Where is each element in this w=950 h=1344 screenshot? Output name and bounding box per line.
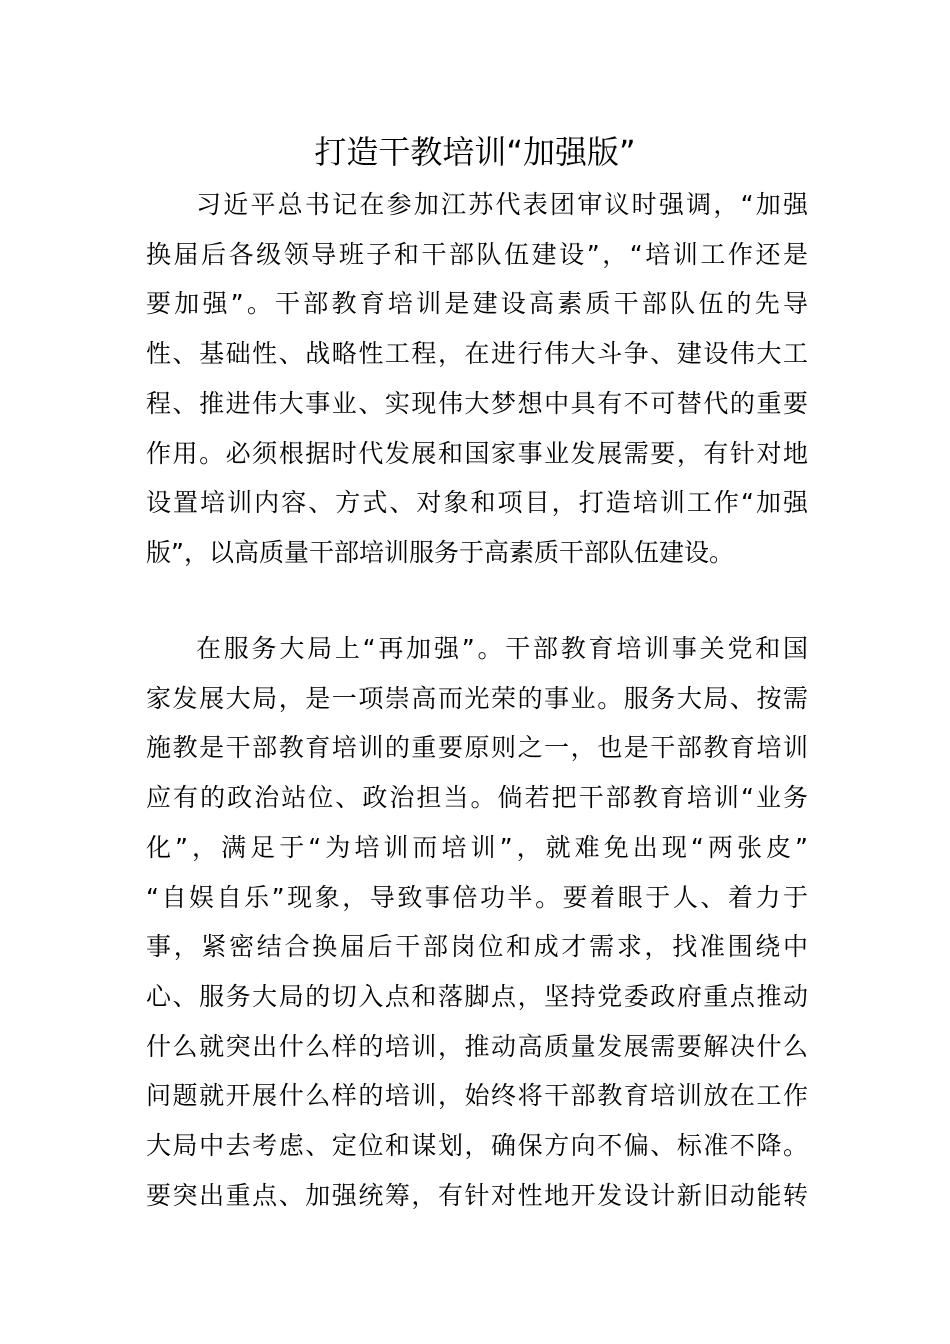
paragraph-line: 要突出重点、加强统筹，有针对性地开发设计新旧动能转 bbox=[146, 1180, 808, 1210]
paragraph-line: 什么就突出什么样的培训，推动高质量发展需要解决什么 bbox=[146, 1031, 808, 1061]
paragraph-line: 性、基础性、战略性工程，在进行伟大斗争、建设伟大工 bbox=[146, 339, 808, 369]
paragraph-line: 问题就开展什么样的培训，始终将干部教育培训放在工作 bbox=[146, 1081, 808, 1111]
paragraph-line: 家发展大局，是一项崇高而光荣的事业。服务大局、按需 bbox=[146, 683, 808, 713]
paragraph-line: 习近平总书记在参加江苏代表团审议时强调，“加强 bbox=[196, 190, 808, 219]
paragraph-line: 程、推进伟大事业、实现伟大梦想中具有不可替代的重要 bbox=[146, 388, 808, 418]
paragraph-2 bbox=[146, 624, 808, 1220]
paragraph-1 bbox=[146, 180, 808, 578]
paragraph-line: 事，紧密结合换届后干部岗位和成才需求，找准围绕中 bbox=[146, 932, 808, 962]
paragraph-line: 版”，以高质量干部培训服务于高素质干部队伍建设。 bbox=[146, 537, 734, 567]
paragraph-line: 在服务大局上“再加强”。干部教育培训事关党和国 bbox=[196, 634, 808, 663]
paragraph-line: 要加强”。干部教育培训是建设高素质干部队伍的先导 bbox=[146, 289, 808, 319]
paragraph-line: 应有的政治站位、政治担当。倘若把干部教育培训“业务 bbox=[146, 783, 808, 813]
paragraph-line: 大局中去考虑、定位和谋划，确保方向不偏、标准不降。 bbox=[146, 1131, 808, 1161]
document-title: 打造干教培训“加强版” bbox=[314, 133, 636, 171]
paragraph-line: 设置培训内容、方式、对象和项目，打造培训工作“加强 bbox=[146, 488, 808, 518]
paragraph-line: 施教是干部教育培训的重要原则之一，也是干部教育培训 bbox=[146, 733, 808, 763]
paragraph-line: 化”，满足于“为培训而培训”，就难免出现“两张皮” bbox=[146, 832, 808, 862]
paragraph-line: 作用。必须根据时代发展和国家事业发展需要，有针对地 bbox=[146, 438, 808, 468]
paragraph-line: “自娱自乐”现象，导致事倍功半。要着眼于人、着力于 bbox=[146, 882, 808, 912]
paragraph-line: 心、服务大局的切入点和落脚点，坚持党委政府重点推动 bbox=[146, 981, 808, 1011]
paragraph-line: 换届后各级领导班子和干部队伍建设”，“培训工作还是 bbox=[146, 239, 808, 269]
